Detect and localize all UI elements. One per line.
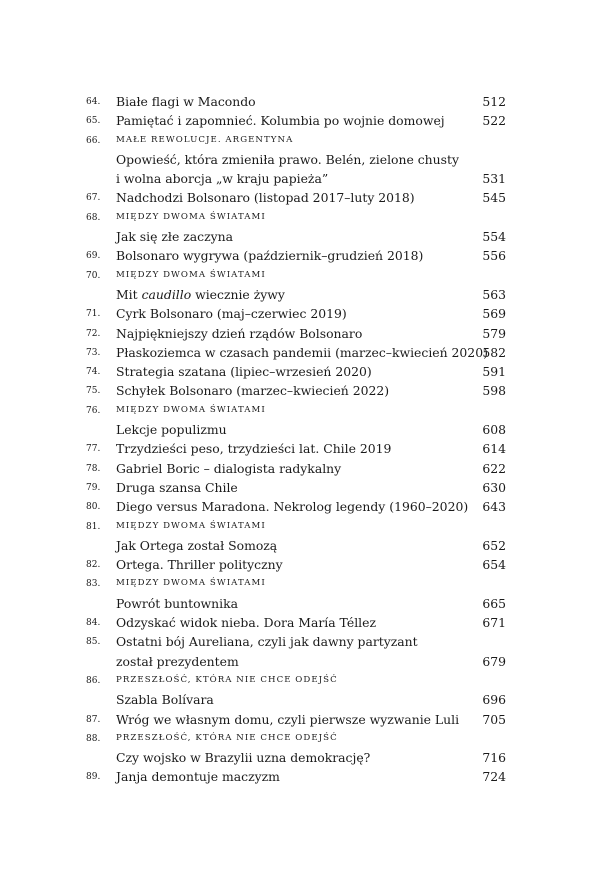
chapter-number: 73. [86, 347, 101, 358]
page-number: 679 [482, 653, 506, 669]
toc-entry [86, 111, 506, 130]
page-number: 643 [482, 499, 506, 515]
page-number: 630 [482, 479, 506, 495]
toc-section-heading [86, 401, 506, 420]
chapter-number: 72. [86, 328, 101, 339]
page-number: 512 [482, 94, 506, 109]
page-number: 654 [482, 557, 506, 573]
toc-entry [86, 381, 506, 400]
chapter-number: 89. [86, 772, 101, 783]
toc-entry [86, 285, 506, 304]
chapter-number: 84. [86, 618, 101, 629]
chapter-number: 78. [86, 463, 101, 474]
toc-entry [86, 439, 506, 458]
chapter-title: Jak się złe zaczyna [116, 229, 233, 245]
toc-entry [86, 343, 506, 362]
page-number: 652 [482, 537, 506, 553]
chapter-title: Najpiękniejszy dzień rządów Bolsonaro [116, 325, 363, 341]
toc-entry [86, 594, 506, 613]
page-number: 556 [482, 248, 506, 264]
toc-entry [86, 169, 506, 188]
page-number: 705 [482, 711, 506, 727]
chapter-number: 83. [86, 579, 101, 590]
chapter-number: 65. [86, 116, 101, 127]
toc-section-heading [86, 517, 506, 536]
chapter-title: i wolna aborcja „w kraju papieża” [116, 171, 329, 187]
toc-entry [86, 748, 506, 767]
toc-section-heading [86, 208, 506, 227]
page-number: 582 [482, 344, 506, 360]
toc-section-heading [86, 729, 506, 748]
page-number: 716 [482, 750, 506, 766]
chapter-title: Mit caudillo wiecznie żywy [116, 286, 285, 302]
toc-entry [86, 690, 506, 709]
section-title: MIĘDZY DWOMA ŚWIATAMI [116, 520, 266, 531]
chapter-number: 69. [86, 251, 101, 262]
page-number: 622 [482, 460, 506, 476]
chapter-title: Jak Ortega został Somozą [116, 537, 278, 553]
page-number: 579 [482, 325, 506, 341]
toc-entry [86, 227, 506, 246]
chapter-title: Druga szansa Chile [116, 479, 238, 495]
chapter-number: 88. [86, 733, 101, 744]
chapter-title: Gabriel Boric – dialogista radykalny [116, 460, 342, 476]
page-number: 563 [482, 286, 506, 302]
page-number: 591 [482, 364, 506, 380]
page-number: 545 [482, 190, 506, 206]
toc-entry [86, 767, 506, 786]
toc-entry [86, 92, 506, 111]
chapter-number: 75. [86, 386, 101, 397]
chapter-title: Janja demontuje maczyzm [116, 769, 280, 785]
chapter-title: Białe flagi w Macondo [116, 94, 256, 109]
chapter-number: 77. [86, 444, 101, 455]
chapter-title: Czy wojsko w Brazylii uzna demokrację? [116, 750, 371, 766]
chapter-title: Trzydzieści peso, trzydzieści lat. Chile 2019 [116, 441, 392, 457]
page-number: 671 [482, 615, 506, 631]
chapter-title: Strategia szatana (lipiec–wrzesień 2020) [116, 364, 372, 380]
toc-entry [86, 536, 506, 555]
toc-section-heading [86, 574, 506, 593]
chapter-number: 76. [86, 405, 101, 416]
page-number: 522 [482, 113, 506, 129]
chapter-number: 68. [86, 212, 101, 223]
toc-entry [86, 632, 506, 651]
chapter-number: 64. [86, 97, 101, 107]
chapter-number: 82. [86, 560, 101, 571]
chapter-title: Diego versus Maradona. Nekrolog legendy (1960–2020) [116, 499, 469, 515]
chapter-title: Wróg we własnym domu, czyli pierwsze wyzwanie Luli [116, 711, 460, 727]
toc-entry [86, 246, 506, 265]
toc-entry [86, 652, 506, 671]
chapter-number: 79. [86, 482, 101, 493]
toc-entry [86, 304, 506, 323]
toc-entry [86, 613, 506, 632]
table-of-contents [86, 92, 506, 787]
chapter-title: Powrót buntownika [116, 595, 238, 611]
toc-section-heading [86, 131, 506, 150]
chapter-number: 81. [86, 521, 101, 532]
toc-entry [86, 555, 506, 574]
chapter-title: Bolsonaro wygrywa (październik–grudzień 2018) [116, 248, 424, 264]
section-title: PRZESZŁOŚĆ, KTÓRA NIE CHCE ODEJŚĆ [116, 732, 338, 743]
toc-entry [86, 497, 506, 516]
chapter-title: Schyłek Bolsonaro (marzec–kwiecień 2022) [116, 383, 390, 399]
chapter-number: 87. [86, 714, 101, 725]
section-title: MIĘDZY DWOMA ŚWIATAMI [116, 404, 266, 415]
chapter-title: Lekcje populizmu [116, 422, 227, 438]
toc-section-heading [86, 266, 506, 285]
toc-entry [86, 420, 506, 439]
section-title: PRZESZŁOŚĆ, KTÓRA NIE CHCE ODEJŚĆ [116, 674, 338, 685]
page-number: 598 [482, 383, 506, 399]
page-number: 665 [482, 595, 506, 611]
page-number: 608 [482, 422, 506, 438]
chapter-number: 67. [86, 193, 101, 204]
toc-entry [86, 478, 506, 497]
chapter-title: Odzyskać widok nieba. Dora María Téllez [116, 615, 376, 631]
chapter-number: 85. [86, 637, 101, 648]
page-number: 724 [482, 769, 506, 785]
page-number: 569 [482, 306, 506, 322]
section-title: MIĘDZY DWOMA ŚWIATAMI [116, 269, 266, 280]
page-number: 696 [482, 692, 506, 708]
chapter-title: Opowieść, która zmieniła prawo. Belén, zielone chusty [116, 151, 459, 167]
toc-section-heading [86, 671, 506, 690]
page-number: 531 [482, 171, 506, 187]
chapter-title: Cyrk Bolsonaro (maj–czerwiec 2019) [116, 306, 347, 322]
chapter-title: Ostatni bój Aureliana, czyli jak dawny partyzant [116, 634, 418, 650]
chapter-number: 66. [86, 135, 101, 146]
toc-entry [86, 459, 506, 478]
section-title: MAŁE REWOLUCJE. ARGENTYNA [116, 134, 294, 145]
toc-entry [86, 710, 506, 729]
chapter-number: 70. [86, 270, 101, 281]
toc-entry [86, 150, 506, 169]
chapter-title: został prezydentem [116, 653, 239, 669]
chapter-title: Szabla Bolívara [116, 692, 214, 708]
page-number: 614 [482, 441, 506, 457]
page-number: 554 [482, 229, 506, 245]
toc-entry [86, 324, 506, 343]
section-title: MIĘDZY DWOMA ŚWIATAMI [116, 578, 266, 589]
section-title: MIĘDZY DWOMA ŚWIATAMI [116, 211, 266, 222]
chapter-title: Ortega. Thriller polityczny [116, 557, 283, 573]
toc-entry [86, 188, 506, 207]
chapter-title: Płaskoziemca w czasach pandemii (marzec–kwiecień 2020) [116, 344, 488, 360]
toc-entry [86, 362, 506, 381]
chapter-number: 80. [86, 502, 101, 513]
chapter-number: 74. [86, 367, 101, 378]
chapter-number: 86. [86, 675, 101, 686]
chapter-title: Nadchodzi Bolsonaro (listopad 2017–luty 2018) [116, 190, 415, 206]
chapter-number: 71. [86, 309, 101, 320]
chapter-title: Pamiętać i zapomnieć. Kolumbia po wojnie domowej [116, 113, 445, 129]
